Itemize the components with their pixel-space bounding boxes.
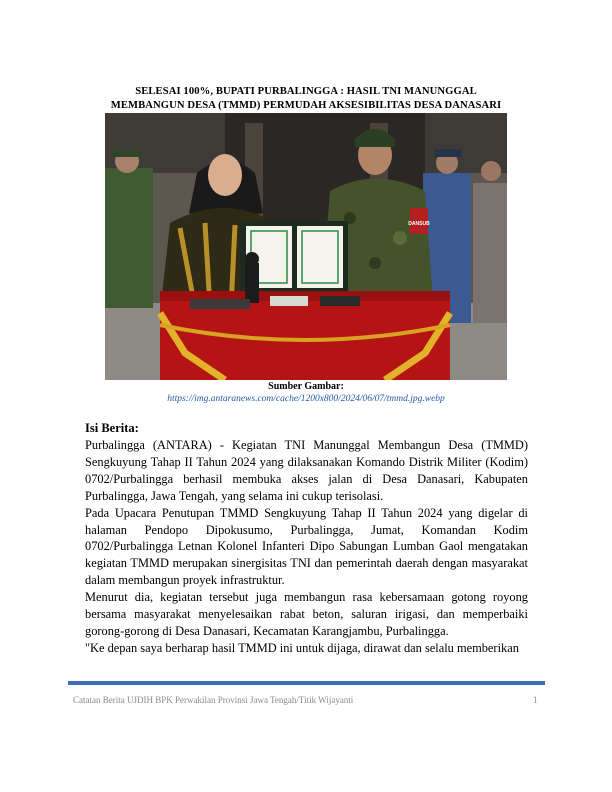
image-source-label: Sumber Gambar: bbox=[268, 381, 344, 392]
paragraph-4: "Ke depan saya berharap hasil TMMD ini untuk dijaga, dirawat dan selalu memberikan bbox=[85, 640, 519, 655]
footer-divider bbox=[68, 681, 545, 685]
article-title bbox=[60, 85, 552, 112]
paragraph-1: Purbalingga (ANTARA) - Kegiatan TNI Manunggal Membangun Desa (TMMD) Sengkuyung Tahap II Tahun 2024 yang dilaksanakan Komando Distrik Militer (Kodim) 0702/Purbalingga berhasil membuka akses jalan di Desa Danasari, Kabupaten Purbalingga, Jawa Tengah, yang selama ini cukup terisolasi. bbox=[85, 438, 528, 503]
paragraph-2: Pada Upacara Penutupan TMMD Sengkuyung Tahap II Tahun 2024 yang digelar di halaman Pendopo Dipokusumo, Purbalingga, Jumat, Komandan Kodim 0702/Purbalingga Letnan Kolonel Infanteri Dipo Sabungan Lumban Gaol mengatakan kegiatan TMMD merupakan sinergisitas TNI dan pemerintah daerah dengan masyarakat dalam membangun proyek infrastruktur. bbox=[85, 505, 528, 588]
page-number: 1 bbox=[533, 695, 538, 705]
armband-label: DANSUB bbox=[408, 221, 430, 227]
title-line-2: MEMBANGUN DESA (TMMD) PERMUDAH AKSESIBILITAS DESA DANASARI bbox=[110, 99, 502, 111]
news-photo bbox=[105, 113, 507, 380]
title-line-1: SELESAI 100%, BUPATI PURBALINGGA : HASIL TNI MANUNGGAL bbox=[135, 86, 477, 97]
section-heading: Isi Berita: bbox=[85, 421, 139, 435]
image-source-link[interactable]: https://img.antaranews.com/cache/1200x800/2024/06/07/tmmd.jpg.webp bbox=[167, 394, 445, 404]
article-body bbox=[85, 437, 528, 657]
paragraph-3: Menurut dia, kegiatan tersebut juga membangun rasa kebersamaan gotong royong bersama masyarakat menyelesaikan rabat beton, saluran irigasi, dan memperbaiki gorong-gorong di Desa Danasari, Kecamatan Karangjambu, Purbalingga. bbox=[85, 590, 528, 638]
footer-credit: Catatan Berita UJDIH BPK Perwakilan Provinsi Jawa Tengah/Titik Wijayanti bbox=[73, 695, 354, 705]
